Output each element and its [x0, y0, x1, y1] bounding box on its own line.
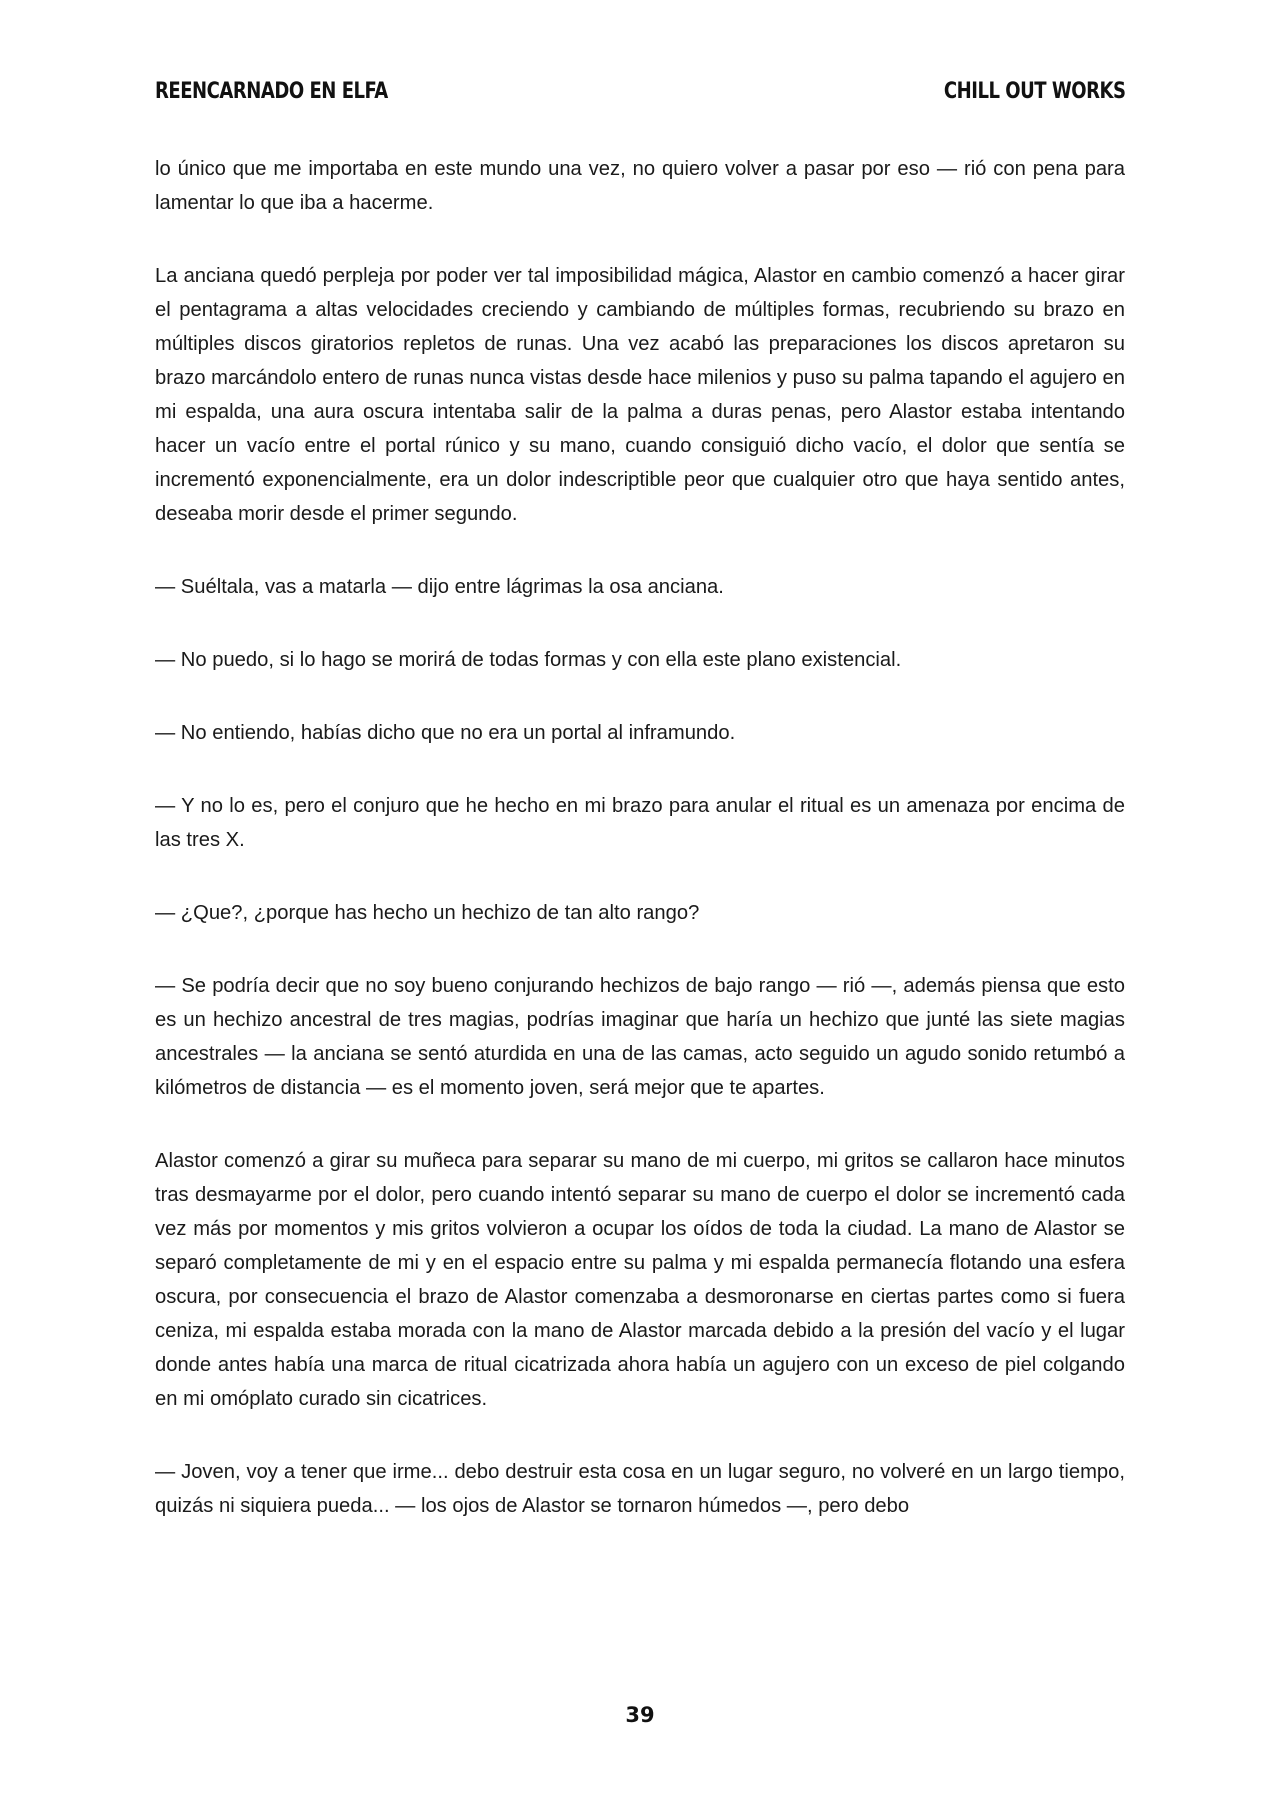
paragraph: — Suéltala, vas a matarla — dijo entre lágrimas la osa anciana.: [155, 576, 724, 598]
page-number: 39: [625, 1703, 655, 1727]
publisher-name: CHILL OUT WORKS: [943, 78, 1125, 104]
page-header: [155, 74, 1125, 108]
paragraph: — No puedo, si lo hago se morirá de todas formas y con ella este plano existencial.: [155, 649, 902, 671]
paragraph: — Joven, voy a tener que irme... debo destruir esta cosa en un lugar seguro, no volveré en un largo tiempo, quizás ni siquiera pueda... — los ojos de Alastor se tornaron húmedos —, pero debo: [155, 1461, 1125, 1517]
paragraph: — No entiendo, habías dicho que no era un portal al inframundo.: [155, 722, 736, 744]
paragraph: Alastor comenzó a girar su muñeca para separar su mano de mi cuerpo, mi gritos se callaron hace minutos tras desmayarme por el dolor, pero cuando intentó separar su mano de cuerpo el dolor se incrementó cada vez más por momentos y mis gritos volvieron a ocupar los oídos de toda la ciudad. La mano de Alastor se separó completamente de mi y en el espacio entre su palma y mi espalda permanecía flotando una esfera oscura, por consecuencia el brazo de Alastor comenzaba a desmoronarse en ciertas partes como si fuera ceniza, mi espalda estaba morada con la mano de Alastor marcada debido a la presión del vacío y el lugar donde antes había una marca de ritual cicatrizada ahora había un agujero con un exceso de piel colgando en mi omóplato curado sin cicatrices.: [155, 1150, 1125, 1410]
paragraph: — Y no lo es, pero el conjuro que he hecho en mi brazo para anular el ritual es un amenaza por encima de las tres X.: [155, 795, 1125, 851]
book-title: REENCARNADO EN ELFA: [155, 78, 388, 104]
paragraph: — Se podría decir que no soy bueno conjurando hechizos de bajo rango — rió —, además piensa que esto es un hechizo ancestral de tres magias, podrías imaginar que haría un hechizo que junté las siete magias ancestrales — la anciana se sentó aturdida en una de las camas, acto seguido un agudo sonido retumbó a kilómetros de distancia — es el momento joven, será mejor que te apartes.: [155, 975, 1125, 1099]
paragraph: La anciana quedó perpleja por poder ver tal imposibilidad mágica, Alastor en cambio comenzó a hacer girar el pentagrama a altas velocidades creciendo y cambiando de múltiples formas, recubriendo su brazo en múltiples discos giratorios repletos de runas. Una vez acabó las preparaciones los discos apretaron su brazo marcándolo entero de runas nunca vistas desde hace milenios y puso su palma tapando el agujero en mi espalda, una aura oscura intentaba salir de la palma a duras penas, pero Alastor estaba intentando hacer un vacío entre el portal rúnico y su mano, cuando consiguió dicho vacío, el dolor que sentía se incrementó exponencialmente, era un dolor indescriptible peor que cualquier otro que haya sentido antes, deseaba morir desde el primer segundo.: [155, 265, 1125, 525]
paragraph: lo único que me importaba en este mundo una vez, no quiero volver a pasar por eso — rió con pena para lamentar lo que iba a hacerme.: [155, 158, 1125, 214]
paragraph: — ¿Que?, ¿porque has hecho un hechizo de tan alto rango?: [155, 902, 700, 924]
body-text: [155, 152, 1125, 1562]
